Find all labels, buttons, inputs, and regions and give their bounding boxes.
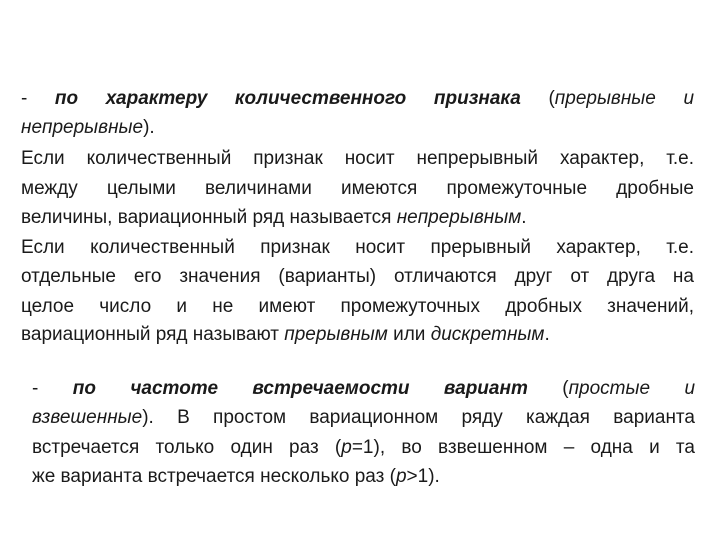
text: же варианта встречается несколько раз ( bbox=[32, 466, 396, 487]
term-continuous-series: непрерывным bbox=[396, 207, 522, 228]
term-discrete-series: дискретным bbox=[430, 324, 545, 345]
b1-line-4: между целыми величинами имеются промежуточные дробные bbox=[21, 178, 694, 199]
text: встречается только один раз ( bbox=[32, 437, 342, 458]
dash: - bbox=[21, 88, 55, 109]
symbol-p: р bbox=[341, 437, 352, 458]
text: ). В простом вариационном ряду каждая варианта bbox=[142, 407, 695, 428]
paren-close: ). bbox=[143, 117, 155, 138]
heading-continuous: по характеру количественного признака bbox=[54, 88, 521, 109]
symbol-p: р bbox=[395, 466, 407, 487]
b2-line-3 bbox=[32, 433, 695, 462]
text: >1). bbox=[406, 466, 440, 487]
b1-line-8: целое число и не имеют промежуточных дробных значений, bbox=[21, 296, 694, 317]
paren: ( bbox=[520, 88, 555, 109]
b1-line-5 bbox=[21, 203, 694, 232]
b2-line-4 bbox=[32, 462, 695, 491]
text-or: или bbox=[387, 324, 431, 345]
term-simple: простые и bbox=[568, 378, 696, 399]
text: =1), во взвешенном – одна и та bbox=[351, 437, 695, 458]
dash: - bbox=[32, 378, 73, 399]
heading-frequency: по частоте встречаемости вариант bbox=[72, 378, 528, 399]
term-weighted: взвешенные bbox=[32, 407, 143, 428]
b1-line-1 bbox=[21, 84, 694, 113]
term-continuous: непрерывные bbox=[21, 117, 144, 138]
b1-line-2 bbox=[21, 113, 694, 142]
term-discontinuous: прерывным bbox=[284, 324, 388, 345]
b1-line-7: отдельные его значения (варианты) отличаются друг от друга на bbox=[21, 266, 694, 287]
b1-line-6: Если количественный признак носит прерывный характер, т.е. bbox=[21, 237, 694, 258]
text: вариационный ряд называют bbox=[21, 324, 285, 345]
term-discrete: прерывные и bbox=[554, 88, 695, 109]
b2-line-1 bbox=[32, 374, 695, 403]
text: величины, вариационный ряд называется bbox=[21, 207, 397, 228]
period: . bbox=[521, 207, 527, 228]
b1-line-3: Если количественный признак носит непрерывный характер, т.е. bbox=[21, 148, 694, 169]
period: . bbox=[544, 324, 550, 345]
b2-line-2 bbox=[32, 403, 695, 432]
paren: ( bbox=[527, 378, 569, 399]
b1-line-9 bbox=[21, 320, 694, 349]
